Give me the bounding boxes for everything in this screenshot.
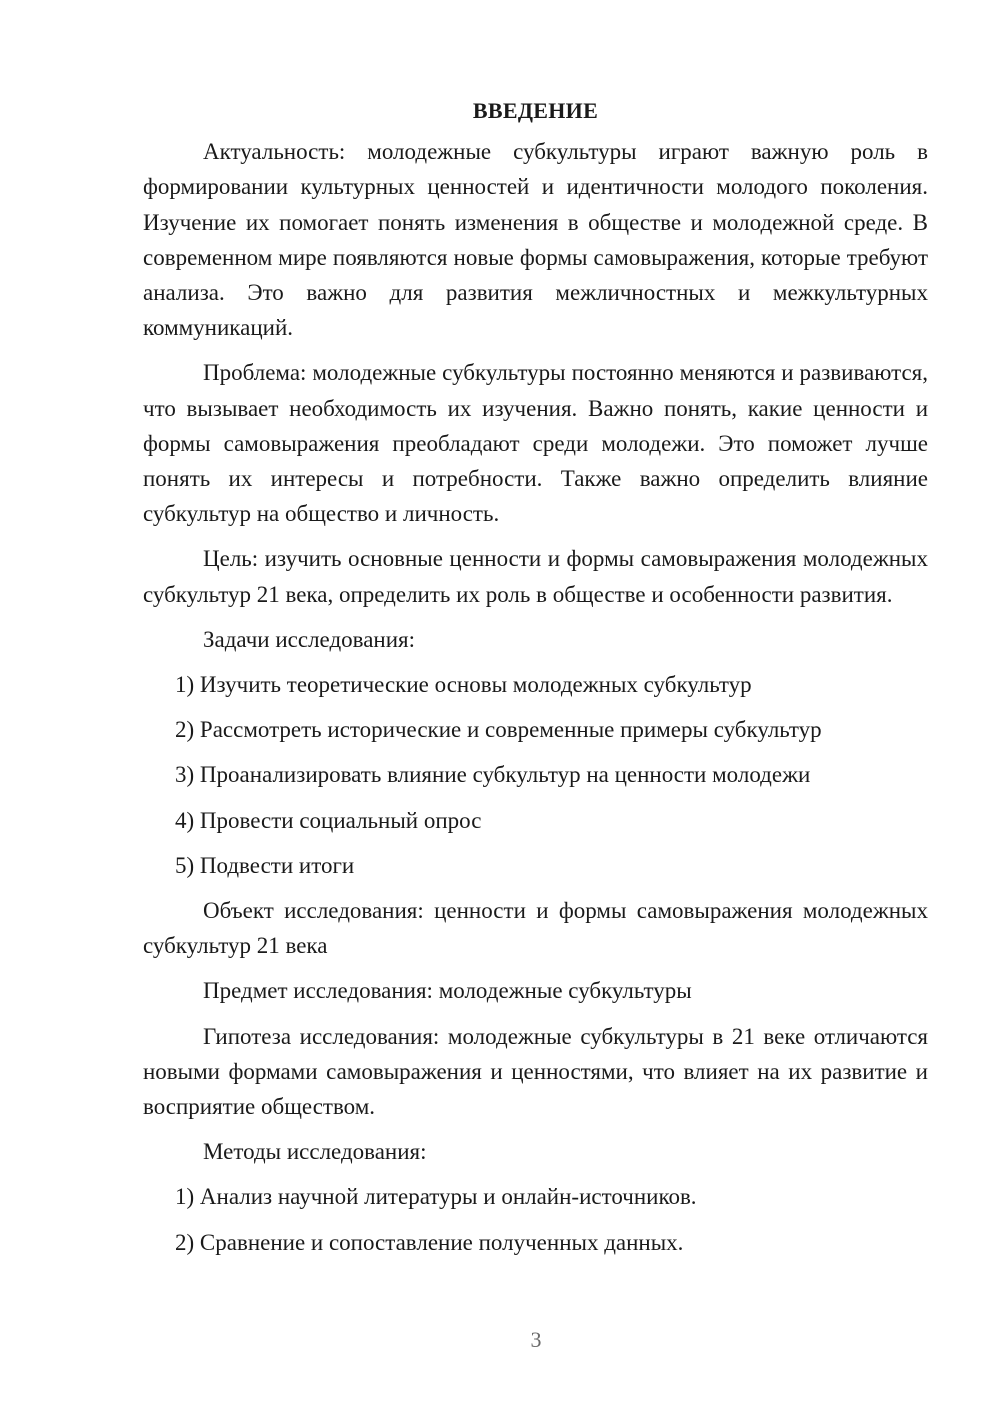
subject-paragraph: Предмет исследования: молодежные субкультуры	[203, 978, 692, 1004]
tasks-heading: Задачи исследования:	[203, 626, 416, 652]
relevance-paragraph: Актуальность: молодежные субкультуры играют важную роль в формировании культурных ценностей и идентичности молодого поколения. Изучение их помогает понять изменения в обществе и молодежной среде. В современном мире появляются новые формы самовыражения, которые требуют анализа. Это важно для развития межличностных и межкультурных коммуникаций.	[143, 139, 928, 341]
section-title: ВВЕДЕНИЕ	[472, 98, 599, 123]
list-item: 4) Провести социальный опрос	[175, 807, 482, 833]
page-number: 3	[530, 1327, 542, 1352]
list-item: 2) Сравнение и сопоставление полученных данных.	[175, 1229, 684, 1255]
object-paragraph: Объект исследования: ценности и формы самовыражения молодежных субкультур 21 века	[143, 898, 928, 959]
tasks-list	[143, 667, 928, 883]
goal-paragraph: Цель: изучить основные ценности и формы самовыражения молодежных субкультур 21 века, определить их роль в обществе и особенности развития.	[143, 546, 928, 607]
problem-paragraph: Проблема: молодежные субкультуры постоянно меняются и развиваются, что вызывает необходимость их изучения. Важно понять, какие ценности и формы самовыражения преобладают среди молодежи. Это поможет лучше понять их интересы и потребности. Также важно определить влияние субкультур на общество и личность.	[143, 360, 928, 527]
list-item: 3) Проанализировать влияние субкультур на ценности молодежи	[175, 762, 811, 788]
methods-heading: Методы исследования:	[203, 1139, 427, 1165]
methods-list	[143, 1179, 928, 1259]
hypothesis-paragraph: Гипотеза исследования: молодежные субкультуры в 21 веке отличаются новыми формами самовыражения и ценностями, что влияет на их развитие и восприятие обществом.	[143, 1023, 928, 1120]
list-item: 1) Анализ научной литературы и онлайн-источников.	[175, 1184, 697, 1210]
page-body	[143, 93, 928, 1270]
list-item: 1) Изучить теоретические основы молодежных субкультур	[175, 672, 752, 698]
list-item: 5) Подвести итоги	[175, 852, 355, 878]
list-item: 2) Рассмотреть исторические и современные примеры субкультур	[175, 717, 822, 743]
